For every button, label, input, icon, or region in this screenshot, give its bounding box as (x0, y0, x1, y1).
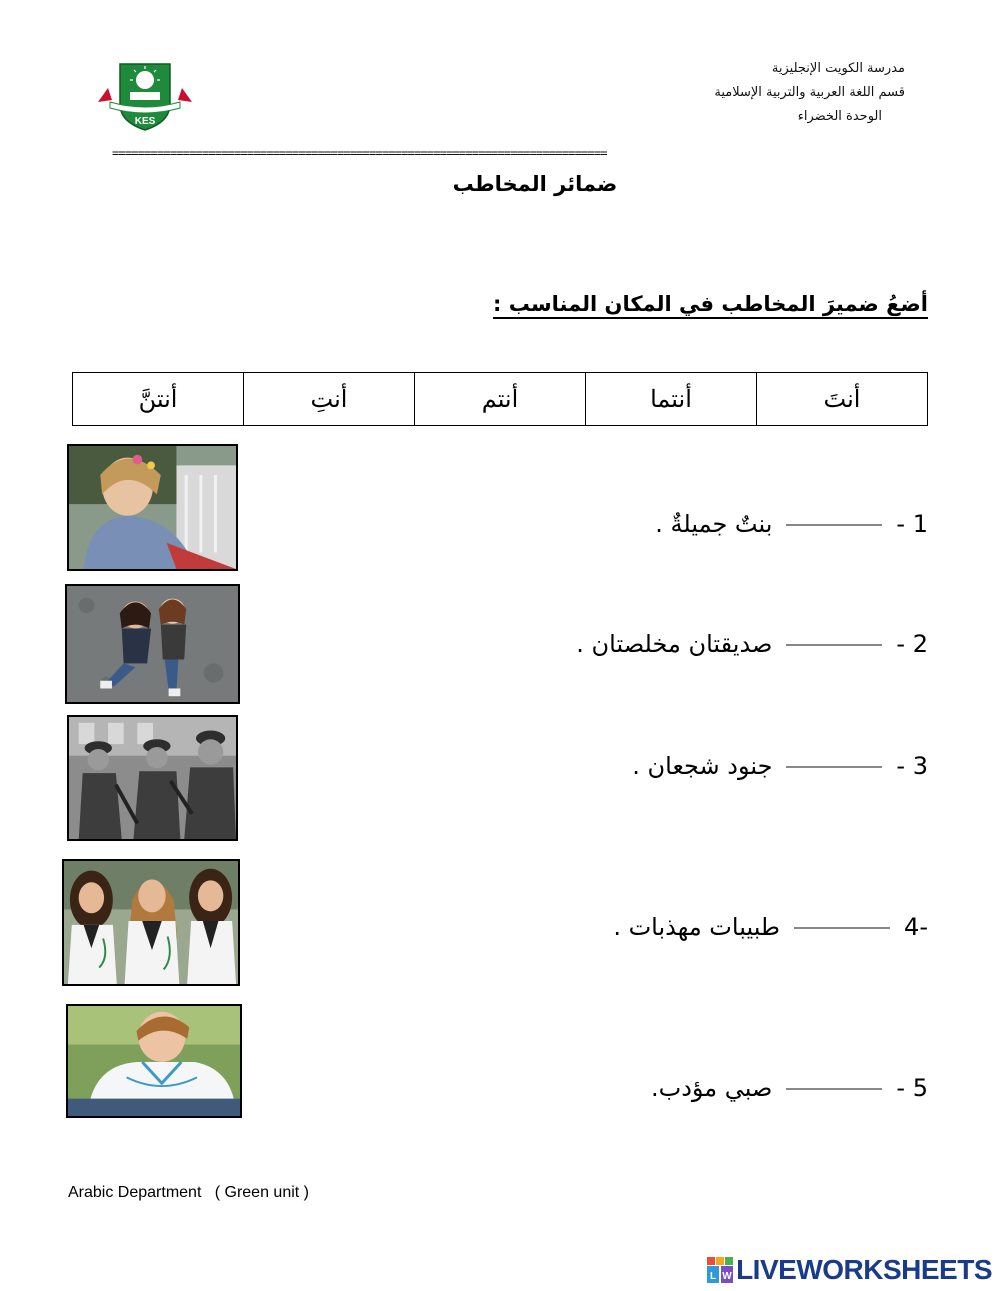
school-logo (96, 58, 194, 132)
question-text: جنود شجعان . (632, 752, 773, 780)
question-text: صديقتان مخلصتان . (576, 630, 773, 658)
doctors-photo-icon (64, 861, 238, 984)
question-number: 2 - (896, 630, 928, 658)
question-5 (651, 1074, 928, 1102)
word-bank-cell[interactable]: أنتَ (757, 373, 928, 426)
boy-photo-icon (68, 1006, 240, 1116)
question-1 (655, 510, 928, 538)
footer-text: Arabic Department ( Green unit ) (68, 1184, 309, 1201)
answer-blank[interactable] (794, 927, 890, 929)
question-number: -4 (904, 913, 928, 941)
question-2 (576, 630, 928, 658)
answer-blank[interactable] (786, 524, 882, 526)
answer-blank[interactable] (786, 644, 882, 646)
question-4-photo (62, 859, 240, 986)
two-friends-photo-icon (67, 586, 238, 702)
svg-text:W: W (722, 1271, 732, 1282)
answer-blank[interactable] (786, 766, 882, 768)
word-bank-table (72, 372, 928, 426)
smiling-girl-photo-icon (69, 446, 236, 569)
question-3 (632, 752, 928, 780)
question-text: طبيبات مهذبات . (613, 913, 781, 941)
instruction: أضعُ ضميرَ المخاطب في المكان المناسب : (493, 292, 928, 316)
liveworksheets-logo-icon (707, 1257, 733, 1283)
question-5-photo (66, 1004, 242, 1118)
unit-name: الوحدة الخضراء (797, 109, 882, 124)
question-text: بنتٌ جميلةٌ . (655, 510, 773, 538)
soldiers-photo-icon (69, 717, 236, 839)
question-1-photo (67, 444, 238, 571)
header-separator: ============================================================================= (112, 146, 607, 160)
word-bank-cell[interactable]: أنتنَّ (73, 373, 244, 426)
school-name: مدرسة الكويت الإنجليزية (771, 61, 905, 76)
question-number: 1 - (896, 510, 928, 538)
question-number: 3 - (896, 752, 928, 780)
word-bank-cell[interactable]: أنتما (586, 373, 757, 426)
answer-blank[interactable] (786, 1088, 882, 1090)
word-bank-cell[interactable]: أنتم (415, 373, 586, 426)
question-number: 5 - (896, 1074, 928, 1102)
question-2-photo (65, 584, 240, 704)
svg-text:L: L (710, 1271, 717, 1282)
liveworksheets-brand[interactable] (707, 1255, 992, 1285)
question-3-photo (67, 715, 238, 841)
word-bank-cell[interactable]: أنتِ (244, 373, 415, 426)
worksheet-title: ضمائر المخاطب (452, 172, 618, 196)
question-text: صبي مؤدب. (651, 1074, 773, 1102)
department-name: قسم اللغة العربية والتربية الإسلامية (714, 85, 905, 100)
question-4 (613, 913, 928, 941)
brand-text: LIVEWORKSHEETS (736, 1254, 992, 1285)
svg-text:KES: KES (134, 116, 156, 127)
